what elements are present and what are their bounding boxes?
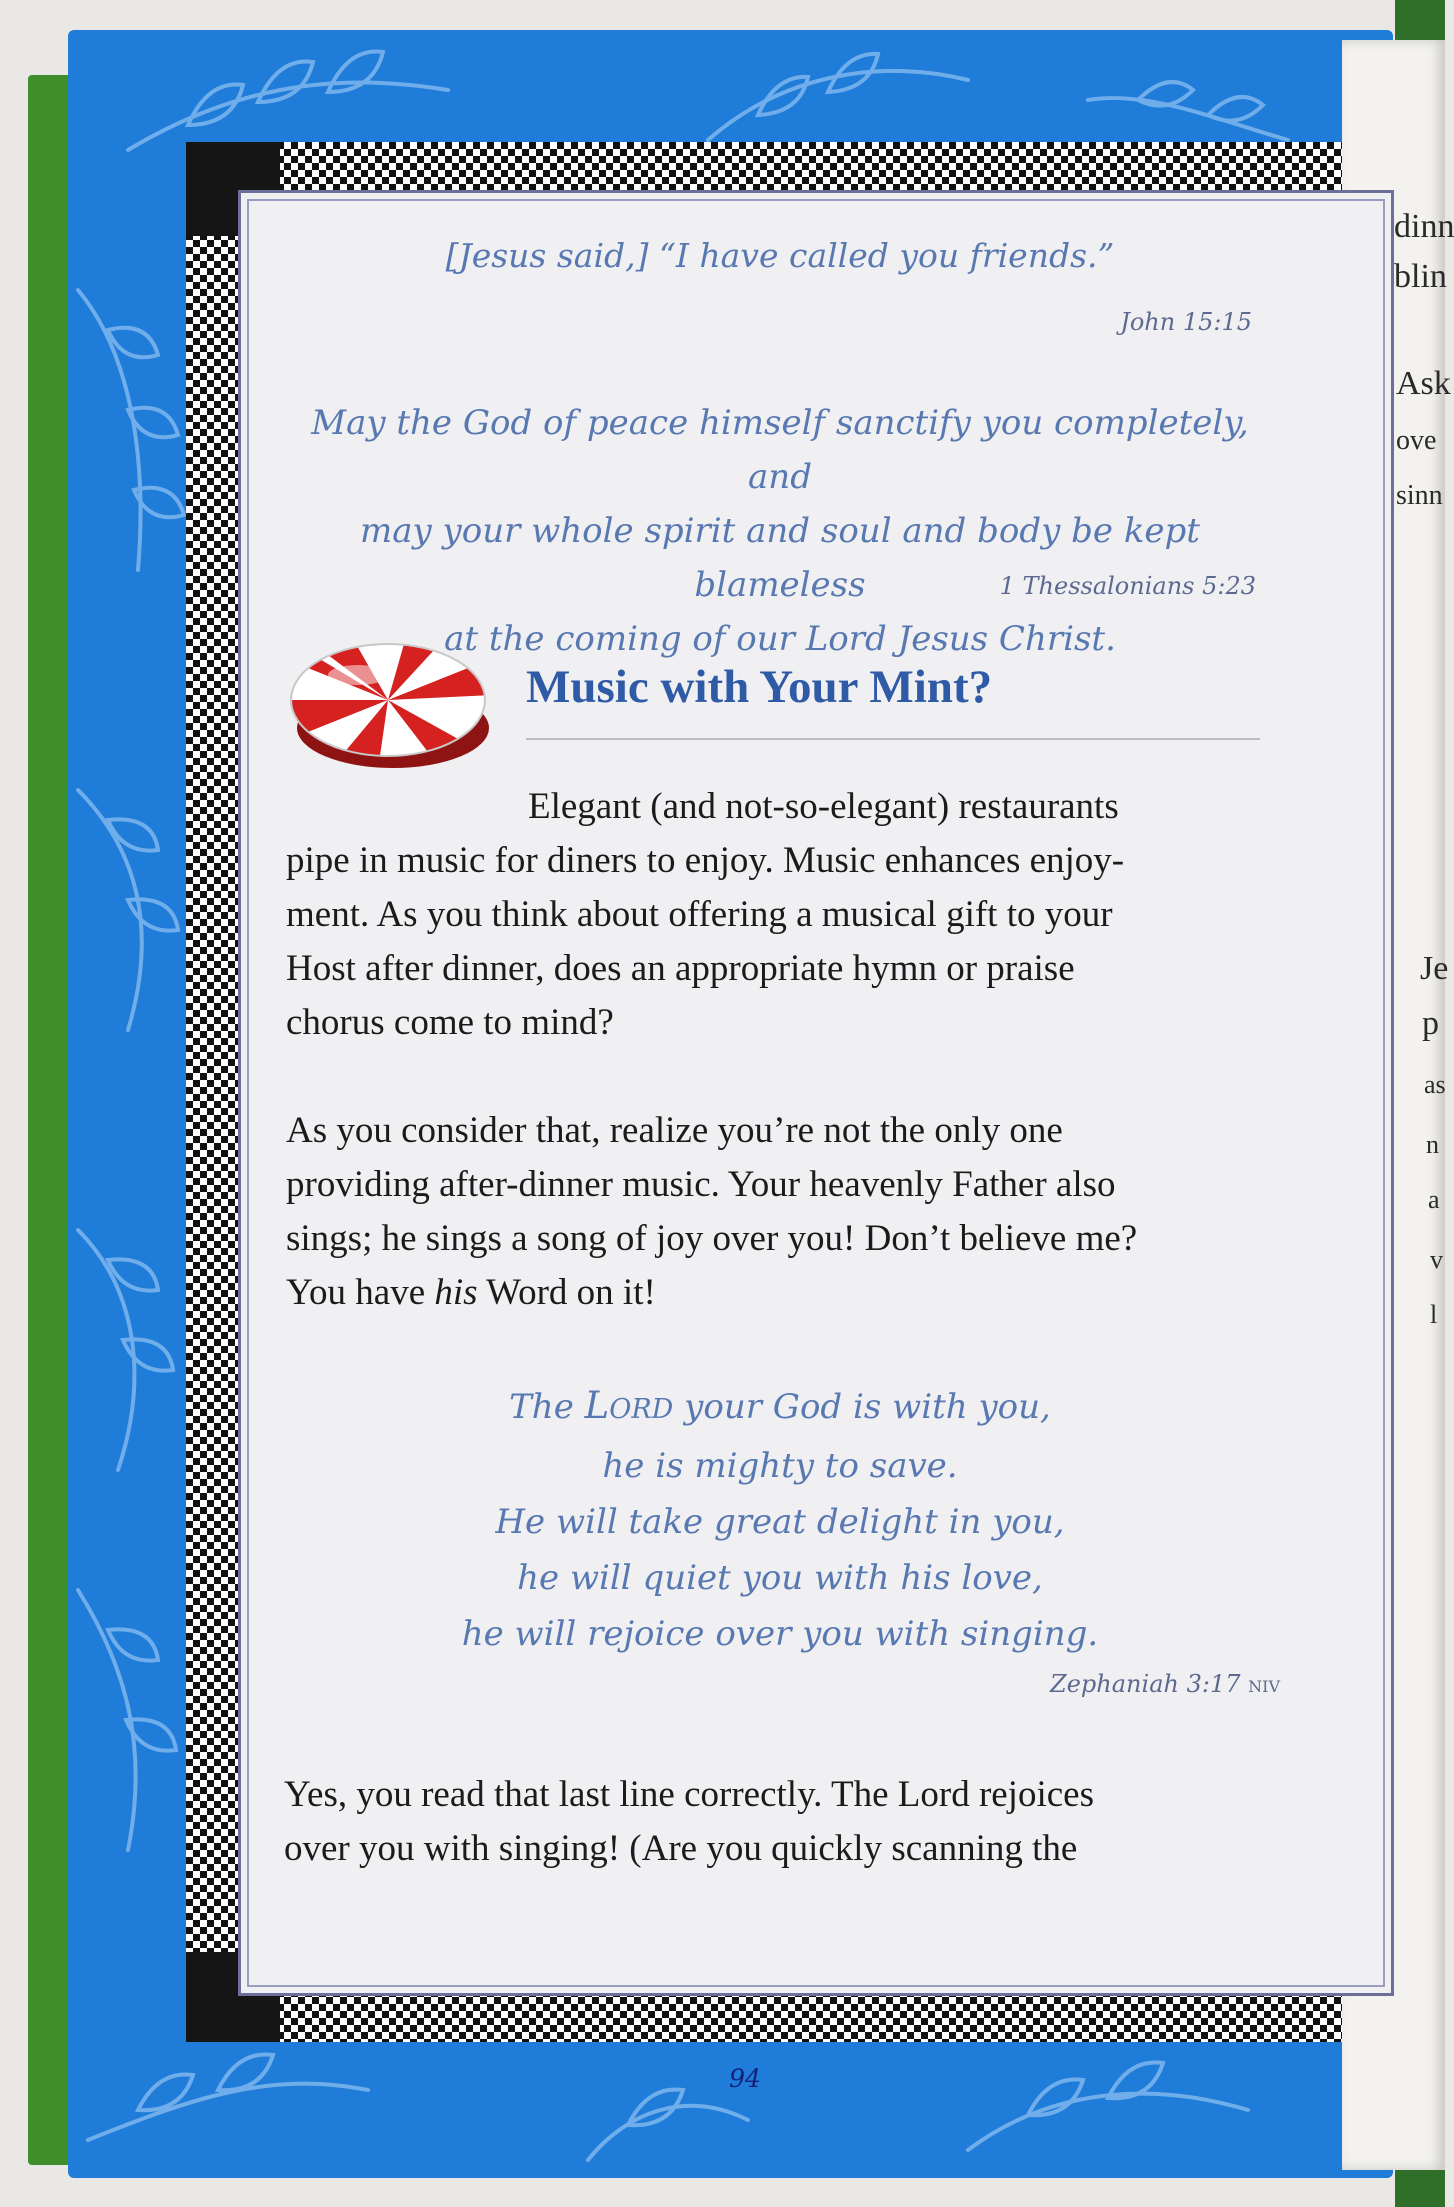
paragraph-2-line: As you consider that, realize you’re not the only one	[286, 1110, 1063, 1151]
poem-lord-initial: L	[584, 1384, 610, 1427]
poem-line: he will quiet you with his love,	[517, 1558, 1043, 1598]
next-page-fragment: sinn	[1396, 480, 1443, 511]
paragraph-1-line: Host after dinner, does an appropriate hymn or praise	[286, 948, 1075, 989]
paragraph-3-line: over you with singing! (Are you quickly scanning the	[284, 1828, 1078, 1869]
peppermint-candy-icon	[288, 630, 494, 780]
paragraph-1-line: chorus come to mind?	[286, 1002, 614, 1043]
emphasis-text: his	[434, 1272, 478, 1313]
bible-version: NIV	[1248, 1677, 1280, 1696]
page-number: 94	[729, 2064, 761, 2093]
next-page-fragment: as	[1424, 1070, 1446, 1099]
blessing-verse-line: may your whole spirit and soul and body be kept blameless	[360, 511, 1200, 605]
paragraph-2-text: Word on it!	[477, 1272, 656, 1313]
opening-verse: [Jesus said,] “I have called you friends.”	[445, 236, 1115, 275]
poem-reference	[900, 1670, 1280, 1698]
paragraph-1-line: ment. As you think about offering a musical gift to your	[286, 894, 1113, 935]
scripture-poem	[300, 1378, 1260, 1662]
next-page-fragment: Je	[1420, 950, 1449, 987]
next-page-fragment: v	[1430, 1245, 1443, 1274]
blessing-verse-reference: 1 Thessalonians 5:23	[999, 572, 1256, 600]
poem-line: He will take great delight in you,	[495, 1502, 1065, 1542]
next-page-fragment: Ask	[1396, 365, 1451, 402]
poem-line	[300, 1378, 1260, 1438]
section-heading: Music with Your Mint?	[526, 661, 993, 713]
blessing-verse	[290, 396, 1270, 666]
blessing-verse-line: May the God of peace himself sanctify you completely, and	[311, 403, 1249, 497]
paragraph-2-line: sings; he sings a song of joy over you! Don’t believe me?	[286, 1218, 1138, 1259]
poem-line: he is mighty to save.	[602, 1446, 958, 1486]
next-page-fragment: blin	[1394, 258, 1447, 295]
paragraph-2-line: providing after-dinner music. Your heavenly Father also	[286, 1164, 1116, 1205]
poem-text: your God is with you,	[673, 1387, 1051, 1427]
paragraph-3-line: Yes, you read that last line correctly. The Lord rejoices	[284, 1774, 1094, 1815]
next-page-fragment: ove	[1396, 425, 1437, 456]
next-page-fragment: dinn	[1394, 208, 1454, 245]
poem-text: The	[509, 1387, 585, 1427]
blessing-verse-line: at the coming of our Lord Jesus Christ.	[444, 619, 1116, 659]
poem-lord-smallcaps: ORD	[609, 1394, 674, 1425]
next-page-fragment: n	[1426, 1130, 1439, 1159]
paragraph-1-line: Elegant (and not-so-elegant) restaurants	[528, 786, 1119, 827]
poem-reference-text: Zephaniah 3:17	[1050, 1670, 1241, 1698]
poem-line: he will rejoice over you with singing.	[461, 1614, 1099, 1654]
next-page-fragment: a	[1428, 1185, 1440, 1214]
next-page-fragment: l	[1430, 1300, 1438, 1329]
heading-rule	[526, 738, 1260, 740]
paragraph-2-text: You have	[286, 1272, 435, 1313]
paragraph-2-line	[286, 1266, 1276, 1320]
next-page-fragment: p	[1422, 1005, 1439, 1042]
opening-verse-reference: John 15:15	[1120, 308, 1252, 336]
paragraph-1-line: pipe in music for diners to enjoy. Music enhances enjoy-	[286, 840, 1125, 881]
